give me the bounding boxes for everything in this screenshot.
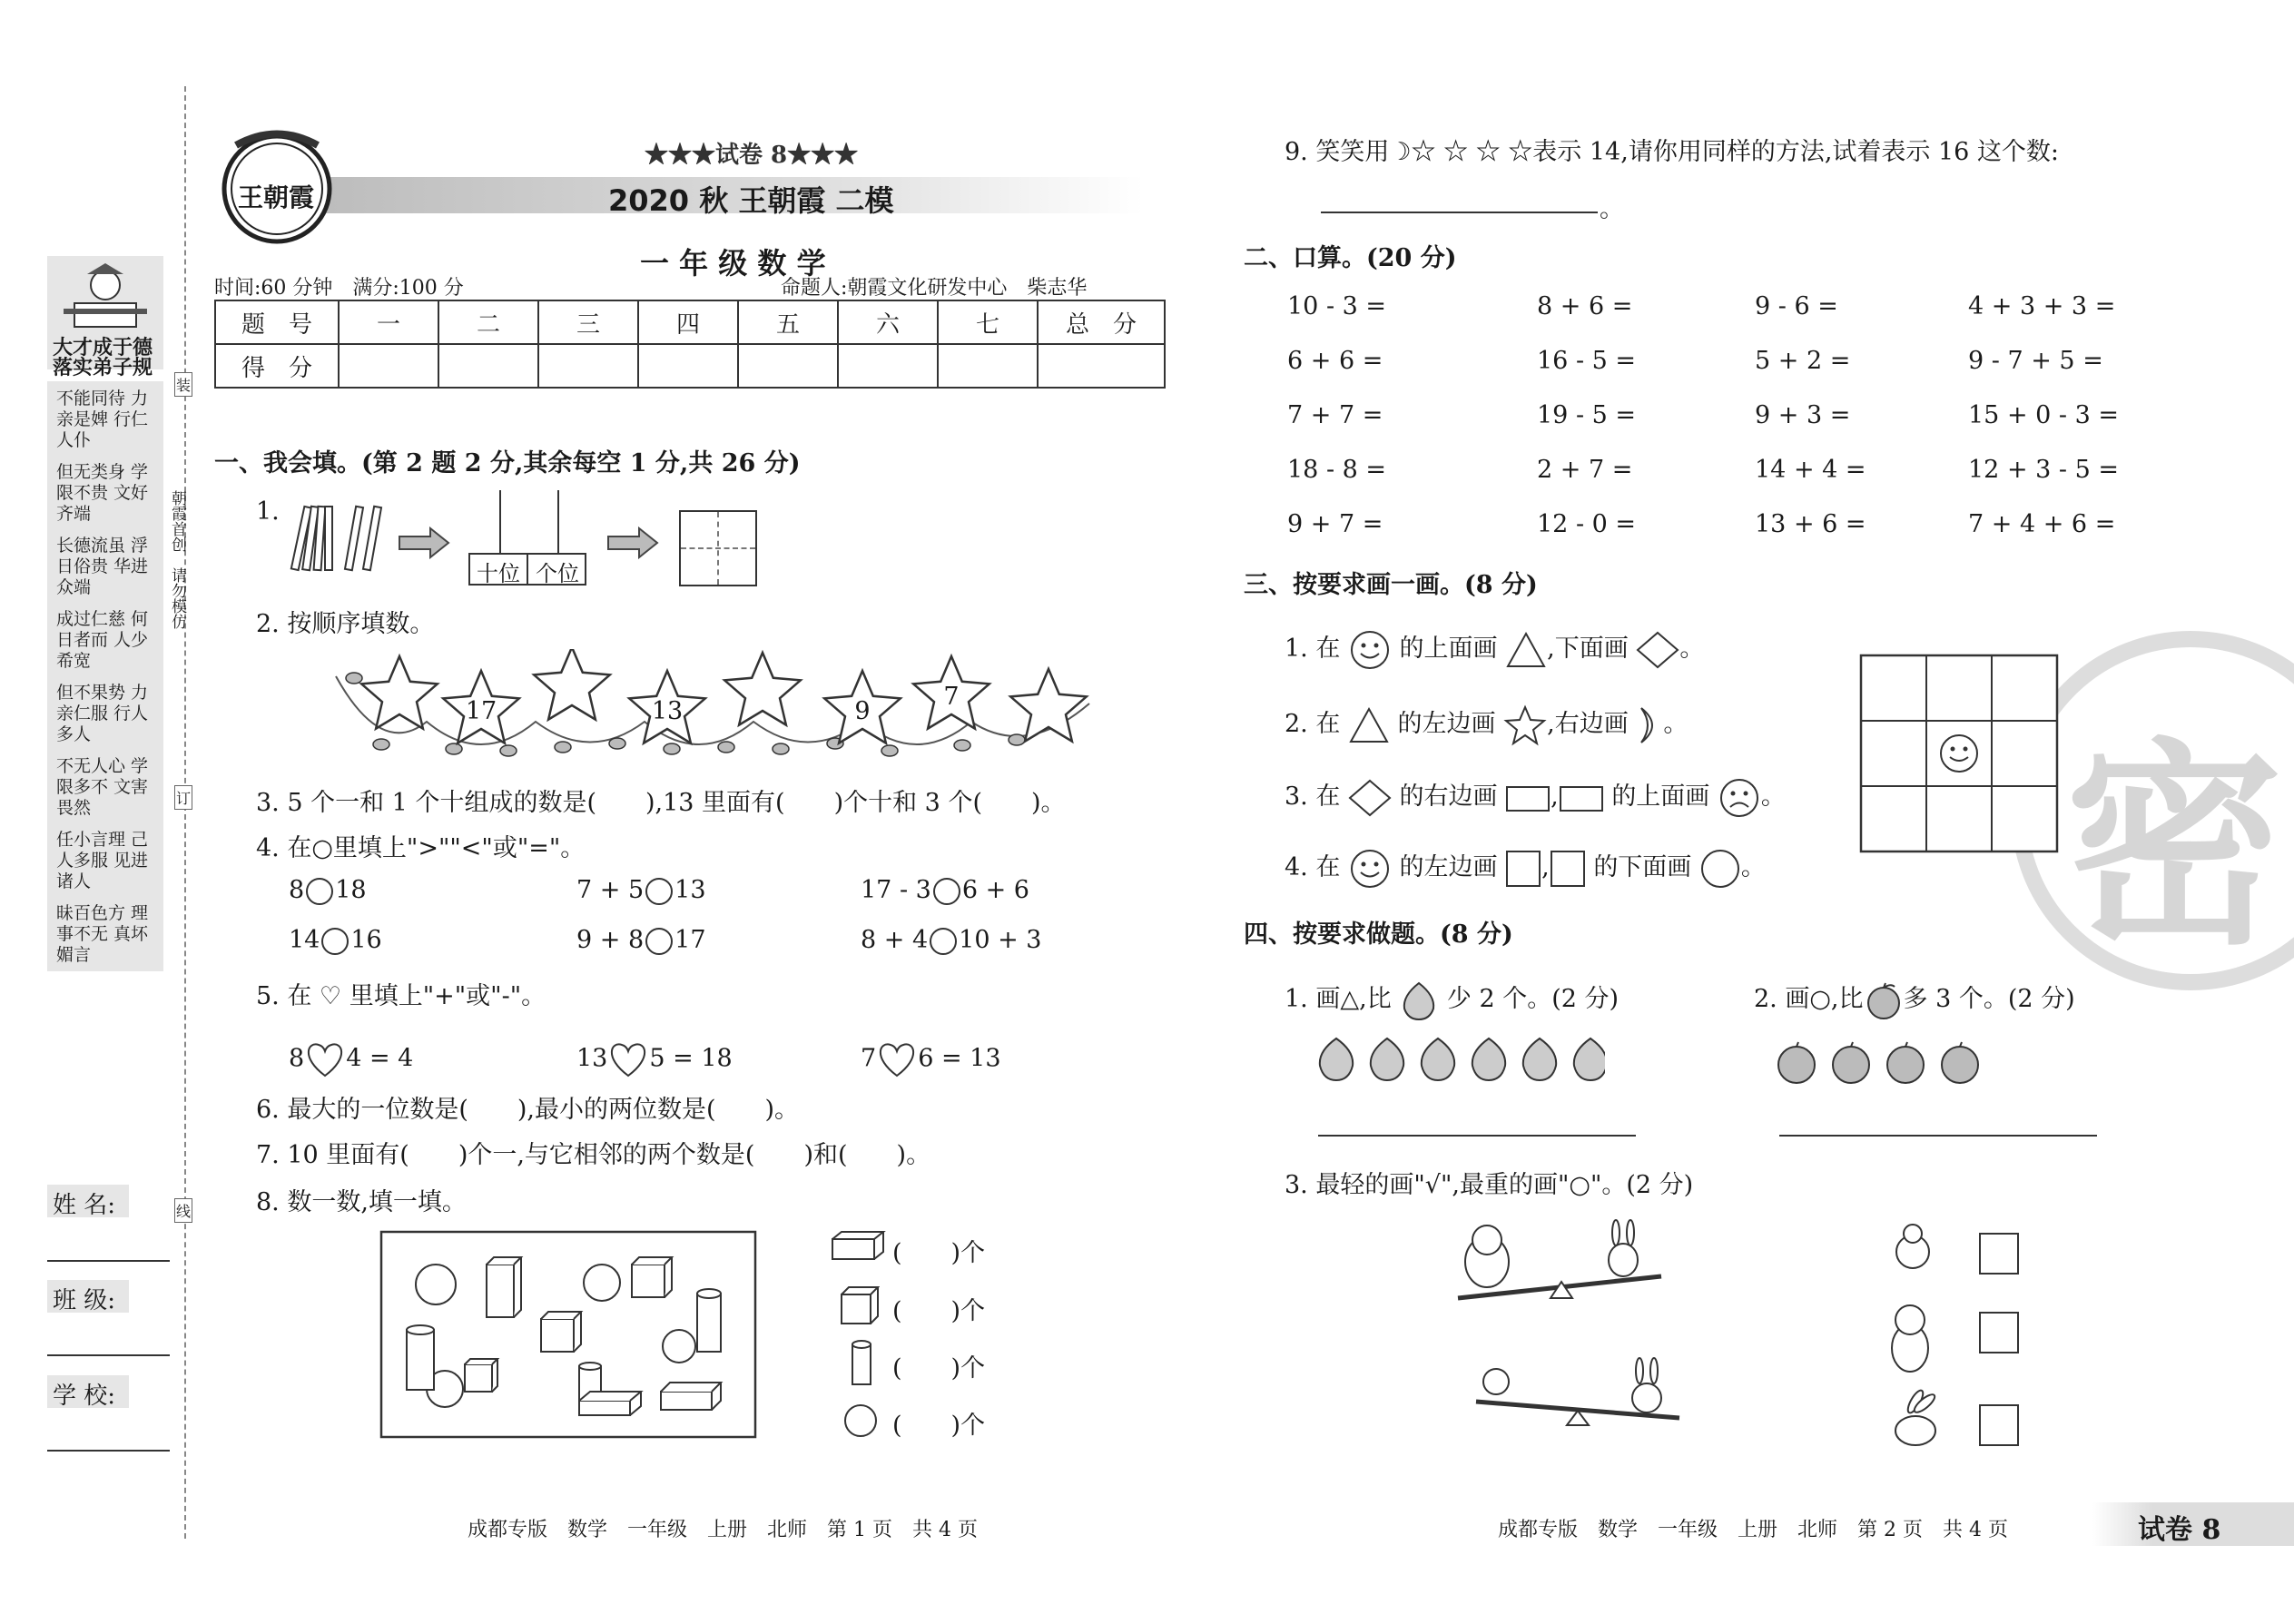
binding-mark-2: 订 — [174, 785, 192, 810]
score-cell[interactable] — [438, 344, 538, 388]
score-head-cell: 总 分 — [1038, 300, 1165, 344]
q4-text: 4. 在○里填上">""<"或"="。 — [256, 834, 586, 862]
star-number: 13 — [651, 697, 684, 725]
moon-icon — [1636, 704, 1663, 746]
draw-3 — [1285, 776, 1786, 819]
q4-item — [576, 926, 706, 955]
dog-icon — [1884, 1298, 1936, 1375]
cylinder-icon — [849, 1339, 876, 1390]
chick-icon — [1890, 1221, 1935, 1272]
score-cell[interactable] — [1038, 344, 1165, 388]
q9-text: 9. 笑笑用☽☆ ☆ ☆ ☆表示 14,请你用同样的方法,试着表示 16 这个数: — [1285, 138, 2060, 166]
q5-text: 5. 在 ♡ 里填上"+"或"-"。 — [256, 982, 546, 1010]
subject-title: 一 年 级 数 学 — [640, 246, 826, 281]
draw-text: ,下面画 — [1547, 635, 1629, 663]
name-field[interactable] — [47, 1260, 170, 1262]
solids-picture — [379, 1230, 757, 1439]
poem-line: 长德流虽 浮日俗贵 华进众端 — [56, 536, 149, 597]
watermark-text: 密 — [2065, 718, 2284, 974]
meta-right: 命题人:朝霞文化研发中心 柴志华 — [781, 277, 1088, 300]
corner-tag: 试卷 8 — [2138, 1514, 2221, 1546]
smiley-icon — [1348, 629, 1392, 671]
exam-tag: ★★★试卷 8★★★ — [645, 142, 859, 169]
cube-icon — [840, 1285, 880, 1325]
q4-left: 7 + 5 — [576, 876, 645, 904]
score-head-cell: 一 — [339, 300, 438, 344]
drawing-grid[interactable] — [1859, 654, 2061, 853]
draw-text: , — [1551, 782, 1559, 811]
task-text: 2. 画○,比 — [1754, 985, 1864, 1013]
calc-item: 12 + 3 - 5 = — [1968, 456, 2119, 484]
calc-item: 16 - 5 = — [1537, 347, 1637, 375]
draw-text: 3. 在 — [1285, 782, 1341, 811]
task-2-answer-line[interactable] — [1779, 1135, 2097, 1137]
rectangle-icon — [1505, 783, 1551, 812]
calc-item: 5 + 2 = — [1755, 347, 1851, 375]
star-chain — [327, 649, 1108, 772]
star-number: 9 — [854, 697, 871, 725]
q6-text: 6. 最大的一位数是( ),最小的两位数是( )。 — [256, 1096, 800, 1124]
rectangle-icon — [1559, 783, 1604, 812]
q5-right: 6 = 13 — [918, 1044, 1001, 1073]
vertical-note: 朝霞首创 请勿模仿 — [168, 490, 186, 629]
poem-line: 成过仁慈 何日者而 人少希宽 — [56, 609, 149, 671]
q8-blank[interactable]: ( )个 — [892, 1239, 986, 1267]
draw-2 — [1285, 704, 1688, 746]
abacus-tens-label: 十位 — [477, 561, 520, 586]
circle-icon — [1699, 848, 1741, 890]
answer-box-dog[interactable] — [1979, 1312, 2019, 1353]
calc-item: 9 - 6 = — [1755, 292, 1838, 320]
peach-row — [1314, 1035, 1605, 1086]
draw-text: 的左边画 — [1397, 710, 1496, 738]
draw-text: 2. 在 — [1285, 710, 1341, 738]
q2-text: 2. 按顺序填数。 — [256, 610, 435, 638]
poem-line: 昧百色方 理事不无 真坏媚言 — [56, 903, 149, 965]
score-cell[interactable] — [838, 344, 938, 388]
school-label: 学 校: — [53, 1383, 116, 1410]
draw-text: 1. 在 — [1285, 635, 1341, 663]
score-head-cell: 题 号 — [215, 300, 339, 344]
q5-left: 8 — [289, 1044, 305, 1073]
q4-item — [289, 926, 382, 955]
square-icon — [1550, 850, 1586, 888]
draw-text: , — [1541, 853, 1550, 881]
draw-text: 4. 在 — [1285, 853, 1341, 881]
q5-left: 7 — [861, 1044, 877, 1073]
q4-right: 10 + 3 — [959, 926, 1042, 954]
q4-left: 9 + 8 — [576, 926, 645, 954]
calc-item: 19 - 5 = — [1537, 401, 1637, 429]
diamond-icon — [1636, 631, 1679, 669]
sequence-star[interactable] — [724, 653, 801, 725]
score-head-cell: 二 — [438, 300, 538, 344]
q8-text: 8. 数一数,填一填。 — [256, 1188, 467, 1216]
scholar-illustration — [47, 256, 163, 333]
square-icon — [1505, 850, 1541, 888]
score-cell[interactable] — [339, 344, 438, 388]
calc-item: 12 - 0 = — [1537, 510, 1637, 538]
task-text: 1. 画△,比 — [1285, 985, 1392, 1013]
seesaw-dog-rabbit — [1451, 1216, 1669, 1314]
right-footer: 成都专版 数学 一年级 上册 北师 第 2 页 共 4 页 — [1498, 1519, 2008, 1541]
q4-item — [576, 876, 706, 905]
compare-circle[interactable] — [933, 878, 960, 905]
triangle-icon — [1348, 706, 1390, 744]
compare-circle[interactable] — [306, 878, 333, 905]
sidebar-poem-lines — [56, 389, 156, 966]
rabbit-icon — [1888, 1389, 1943, 1448]
score-header-row — [215, 300, 1165, 344]
section-3-title: 三、按要求画一画。(8 分) — [1244, 571, 1538, 599]
name-label: 姓 名: — [53, 1192, 116, 1219]
compare-circle[interactable] — [645, 878, 673, 905]
binding-mark-3: 线 — [174, 1198, 192, 1223]
poem-line: 任小言理 己人多服 见进诸人 — [56, 830, 149, 891]
compare-circle[interactable] — [930, 928, 957, 955]
diamond-icon — [1348, 779, 1392, 817]
calc-item: 6 + 6 = — [1287, 347, 1383, 375]
calc-item: 10 - 3 = — [1287, 292, 1387, 320]
q8-blank[interactable]: ( )个 — [892, 1412, 986, 1440]
score-row-label: 得 分 — [215, 344, 339, 388]
logo-text: 王朝霞 — [238, 182, 315, 212]
calc-item: 18 - 8 = — [1287, 456, 1387, 484]
q5-item — [861, 1039, 1001, 1079]
compare-circle[interactable] — [645, 928, 673, 955]
score-head-cell: 三 — [538, 300, 638, 344]
q9-end: 。 — [1600, 195, 1624, 223]
q4-item — [861, 926, 1041, 955]
draw-text: 。 — [1679, 635, 1705, 663]
class-label: 班 级: — [53, 1287, 116, 1314]
sphere-icon — [842, 1403, 879, 1439]
score-cell[interactable] — [938, 344, 1038, 388]
calc-item: 7 + 4 + 6 = — [1968, 510, 2116, 538]
q4-item — [289, 876, 367, 905]
answer-box-rabbit[interactable] — [1979, 1404, 2019, 1446]
poem-line: 不能同待 力亲是婢 行仁人仆 — [56, 389, 149, 450]
triangle-icon — [1505, 631, 1547, 669]
score-head-cell: 六 — [838, 300, 938, 344]
exam-title: 2020 秋 王朝霞 二模 — [608, 183, 894, 218]
heart-blank[interactable] — [876, 1039, 918, 1079]
sequence-star[interactable] — [361, 656, 438, 729]
class-field[interactable] — [47, 1354, 170, 1356]
score-head-cell: 七 — [938, 300, 1038, 344]
seesaw-chick-rabbit — [1469, 1353, 1687, 1439]
task-1-answer-line[interactable] — [1318, 1135, 1636, 1137]
q3-text: 3. 5 个一和 1 个十组成的数是( ),13 里面有( )个十和 3 个( )。 — [256, 789, 1066, 817]
section-2-title: 二、口算。(20 分) — [1244, 244, 1457, 272]
q4-right: 13 — [674, 876, 706, 904]
calc-item: 7 + 7 = — [1287, 401, 1383, 429]
section-1-title: 一、我会填。(第 2 题 2 分,其余每空 1 分,共 26 分) — [214, 449, 801, 477]
poem-line: 不无人心 学限多不 文害畏然 — [56, 756, 149, 818]
q4-right: 17 — [674, 926, 706, 954]
q4-left: 8 — [289, 876, 305, 904]
draw-text: 的上面画 — [1611, 782, 1710, 811]
task-3-text: 3. 最轻的画"√",最重的画"○"。(2 分) — [1285, 1171, 1694, 1199]
school-field[interactable] — [47, 1450, 170, 1452]
smiley-icon — [1348, 848, 1392, 890]
motto-line-1: 大才成于德 — [53, 336, 153, 359]
q4-right: 18 — [335, 876, 367, 904]
draw-text: 的上面画 — [1399, 635, 1498, 663]
section-4-title: 四、按要求做题。(8 分) — [1244, 920, 1513, 949]
draw-1 — [1285, 628, 1704, 671]
q4-left: 17 - 3 — [861, 876, 931, 904]
apple-icon — [1864, 981, 1904, 1019]
calc-item: 14 + 4 = — [1755, 456, 1866, 484]
task-text: 多 3 个。(2 分) — [1903, 985, 2075, 1013]
score-head-cell: 五 — [738, 300, 838, 344]
q5-left: 13 — [576, 1044, 608, 1073]
arrow-right-icon — [398, 527, 452, 559]
task-2 — [1754, 979, 2075, 1019]
arrow-right-icon — [606, 527, 661, 559]
q5-item — [576, 1039, 733, 1079]
abacus-ones-label: 个位 — [536, 561, 579, 586]
q1-number: 1. — [256, 497, 280, 526]
left-footer: 成都专版 数学 一年级 上册 北师 第 1 页 共 4 页 — [468, 1519, 978, 1541]
star-number: 17 — [465, 697, 497, 725]
poem-line: 但不果势 力亲仁服 行人多人 — [56, 683, 149, 744]
draw-text: 的右边画 — [1399, 782, 1498, 811]
score-cell[interactable] — [638, 344, 738, 388]
sidebar-motto-box — [47, 256, 163, 379]
q8-blank[interactable]: ( )个 — [892, 1354, 986, 1383]
calc-item: 13 + 6 = — [1755, 510, 1866, 538]
draw-text: 。 — [1740, 853, 1766, 881]
star-number: 7 — [943, 683, 960, 711]
q4-left: 8 + 4 — [861, 926, 929, 954]
draw-text: 的下面画 — [1593, 853, 1692, 881]
q5-right: 4 = 4 — [346, 1044, 414, 1073]
score-table — [214, 300, 1166, 389]
peach-icon — [1399, 979, 1439, 1021]
score-cell[interactable] — [738, 344, 838, 388]
draw-text: 。 — [1760, 782, 1786, 811]
calc-item: 2 + 7 = — [1537, 456, 1633, 484]
answer-tens-ones-box[interactable] — [679, 510, 757, 586]
score-cell[interactable] — [538, 344, 638, 388]
poem-line: 但无类身 学限不贵 文好齐端 — [56, 462, 149, 524]
apple-row — [1775, 1040, 1993, 1086]
sequence-star[interactable] — [534, 649, 610, 720]
compare-circle[interactable] — [321, 928, 349, 955]
sticks-bundle-icon — [289, 497, 389, 579]
draw-text: 。 — [1663, 710, 1689, 738]
heart-blank[interactable] — [607, 1039, 649, 1079]
q4-left: 14 — [289, 926, 320, 954]
calc-item: 9 - 7 + 5 = — [1968, 347, 2103, 375]
binding-mark-1: 装 — [174, 372, 192, 397]
q8-blank[interactable]: ( )个 — [892, 1297, 986, 1325]
score-value-row — [215, 344, 1165, 388]
score-head-cell: 四 — [638, 300, 738, 344]
cuboid-icon — [831, 1230, 889, 1263]
task-text: 少 2 个。(2 分) — [1446, 985, 1620, 1013]
binding-dashed-line — [184, 86, 186, 1539]
calc-item: 9 + 7 = — [1287, 510, 1383, 538]
q4-item — [861, 876, 1029, 905]
answer-box-chick[interactable] — [1979, 1233, 2019, 1275]
q9-answer-line[interactable] — [1321, 212, 1598, 213]
heart-blank[interactable] — [304, 1039, 346, 1079]
calc-item: 8 + 6 = — [1537, 292, 1633, 320]
draw-4 — [1285, 847, 1766, 890]
sad-face-icon — [1718, 777, 1761, 819]
star-icon — [1503, 704, 1547, 746]
q7-text: 7. 10 里面有( )个一,与它相邻的两个数是( )和( )。 — [256, 1141, 931, 1169]
draw-text: 的左边画 — [1399, 853, 1498, 881]
q4-right: 6 + 6 — [961, 876, 1029, 904]
q5-item — [289, 1039, 413, 1079]
task-1 — [1285, 979, 1619, 1021]
q5-right: 5 = 18 — [649, 1044, 733, 1073]
calc-item: 15 + 0 - 3 = — [1968, 401, 2119, 429]
draw-text: ,右边画 — [1547, 710, 1629, 738]
calc-item: 9 + 3 = — [1755, 401, 1851, 429]
meta-left: 时间:60 分钟 满分:100 分 — [214, 277, 464, 300]
q4-right: 16 — [350, 926, 382, 954]
motto-line-2: 落实弟子规 — [53, 356, 153, 379]
calc-item: 4 + 3 + 3 = — [1968, 292, 2116, 320]
